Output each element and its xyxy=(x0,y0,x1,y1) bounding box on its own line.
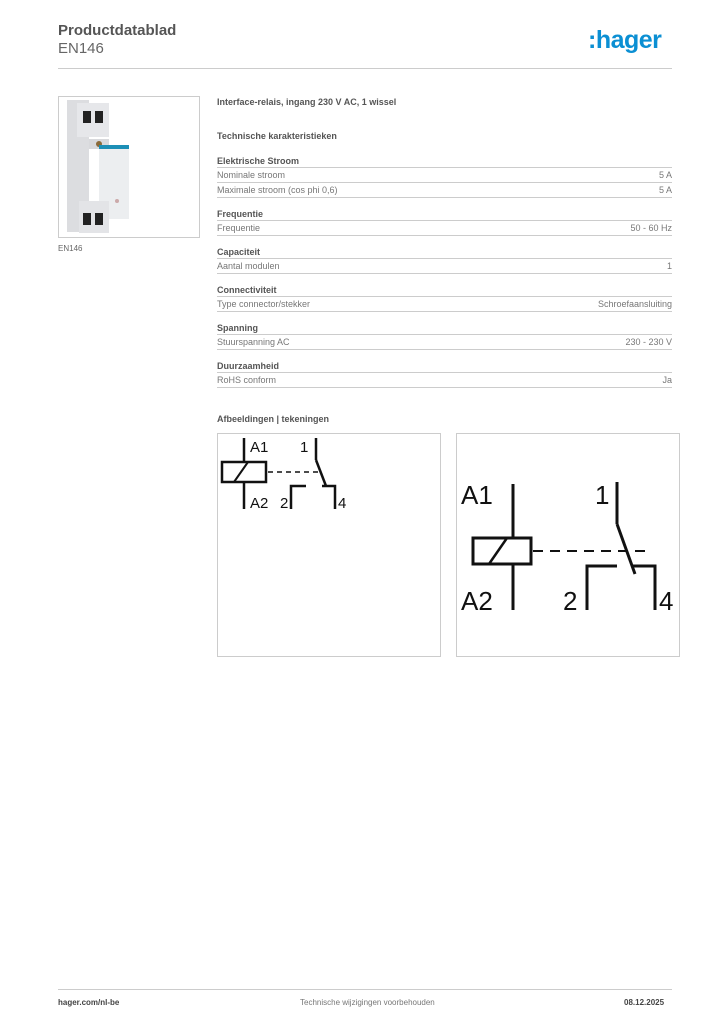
spec-label: Frequentie xyxy=(217,223,261,233)
label-2: 2 xyxy=(280,495,289,512)
label-a1: A1 xyxy=(250,439,269,456)
spec-section-title: Elektrische Stroom xyxy=(217,155,672,168)
footer-divider xyxy=(58,989,672,990)
wiring-diagram-large xyxy=(456,433,680,657)
label-1-large: 1 xyxy=(595,480,610,510)
spec-value: 5 A xyxy=(658,185,672,195)
spec-value: 50 - 60 Hz xyxy=(630,223,672,233)
label-a1-large: A1 xyxy=(461,480,493,510)
wiring-diagram-small xyxy=(217,433,441,657)
spec-value: 5 A xyxy=(658,170,672,180)
hager-logo: :hager xyxy=(588,26,662,54)
footer-disclaimer: Technische wijzigingen voorbehouden xyxy=(300,998,435,1007)
spec-value: Schroefaansluiting xyxy=(597,299,672,309)
spec-section-title: Spanning xyxy=(217,322,672,335)
page-title: Productdatablad xyxy=(58,22,177,39)
label-a2: A2 xyxy=(250,495,269,512)
spec-section-title: Connectiviteit xyxy=(217,284,672,297)
drawings-heading: Afbeeldingen | tekeningen xyxy=(217,414,330,424)
spec-value: 230 - 230 V xyxy=(625,337,672,347)
spec-section-title: Duurzaamheid xyxy=(217,360,672,373)
spec-row xyxy=(217,335,672,350)
label-2-large: 2 xyxy=(563,586,578,616)
footer-website-link[interactable]: hager.com/nl-be xyxy=(58,998,120,1007)
spec-section xyxy=(217,155,672,198)
spec-row xyxy=(217,297,672,312)
spec-row xyxy=(217,183,672,198)
specs-column xyxy=(217,96,672,398)
product-code: EN146 xyxy=(58,40,104,57)
product-image xyxy=(58,96,200,238)
spec-value: Ja xyxy=(662,375,672,385)
label-1: 1 xyxy=(300,439,309,456)
footer-date: 08.12.2025 xyxy=(624,998,665,1007)
spec-section xyxy=(217,322,672,350)
spec-row xyxy=(217,373,672,388)
label-a2-large: A2 xyxy=(461,586,493,616)
header-divider xyxy=(58,68,672,69)
specs-heading: Technische karakteristieken xyxy=(217,131,337,141)
spec-row xyxy=(217,259,672,274)
spec-section xyxy=(217,284,672,312)
spec-value: 1 xyxy=(666,261,672,271)
spec-row xyxy=(217,221,672,236)
product-description: Interface-relais, ingang 230 V AC, 1 wissel xyxy=(217,97,397,107)
spec-label: RoHS conform xyxy=(217,375,277,385)
spec-section xyxy=(217,360,672,388)
label-4-large: 4 xyxy=(659,586,674,616)
spec-label: Type connector/stekker xyxy=(217,299,311,309)
spec-section xyxy=(217,208,672,236)
spec-row xyxy=(217,168,672,183)
spec-label: Stuurspanning AC xyxy=(217,337,290,347)
spec-label: Nominale stroom xyxy=(217,170,286,180)
spec-section-title: Capaciteit xyxy=(217,246,672,259)
spec-section xyxy=(217,246,672,274)
spec-label: Maximale stroom (cos phi 0,6) xyxy=(217,185,338,195)
spec-label: Aantal modulen xyxy=(217,261,280,271)
label-4: 4 xyxy=(338,495,347,512)
spec-section-title: Frequentie xyxy=(217,208,672,221)
spec-sections xyxy=(217,155,672,388)
product-image-caption: EN146 xyxy=(58,244,83,253)
